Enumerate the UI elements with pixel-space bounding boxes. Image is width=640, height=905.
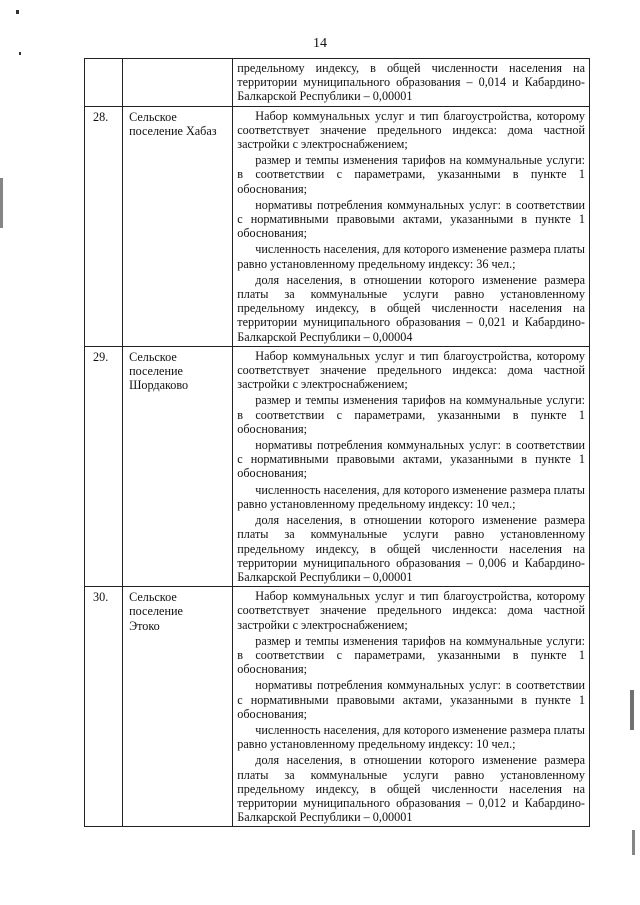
- table-row: [85, 59, 590, 107]
- description-paragraph: Набор коммунальных услуг и тип благоустройства, которому соответствует значение предельного индекса: дома частной застройки с электроснабжением;: [237, 108, 585, 152]
- settlement-name: [123, 59, 233, 107]
- description-cell: [233, 59, 590, 107]
- table-row: [85, 346, 590, 586]
- description-paragraph: доля населения, в отношении которого изменение размера платы за коммунальные услуги равно установленному предельному индексу, в общей численности населения на территории муниципального образования – 0,006 и Кабардино-Балкарской Республики – 0,00001: [237, 513, 585, 584]
- description-paragraph: размер и темпы изменения тарифов на коммунальные услуги: в соответствии с параметрами, указанными в пункте 1 обоснования;: [237, 393, 585, 436]
- scan-mark: [16, 10, 19, 14]
- settlements-table: [84, 58, 590, 827]
- settlement-name-line: поселение: [129, 604, 183, 619]
- description-paragraph: численность населения, для которого изменение размера платы равно установленному предельному индексу: 36 чел.;: [237, 242, 585, 271]
- row-number: 29.: [85, 346, 123, 586]
- description-paragraph: нормативы потребления коммунальных услуг: в соответствии с нормативными правовыми актами, указанными в пункте 1 обоснования;: [237, 438, 585, 481]
- description-cell: [233, 106, 590, 346]
- row-number: 30.: [85, 587, 123, 827]
- scan-mark: [19, 52, 21, 55]
- table-body: [85, 59, 590, 827]
- scan-mark: [0, 178, 3, 228]
- table-row: [85, 587, 590, 827]
- description-cell: [233, 346, 590, 586]
- scan-mark: [632, 830, 635, 855]
- settlement-name: [123, 346, 233, 586]
- description-paragraph: численность населения, для которого изменение размера платы равно установленному предельному индексу: 10 чел.;: [237, 482, 585, 511]
- settlement-name-line: поселение Хабаз: [129, 123, 217, 138]
- description-paragraph: Набор коммунальных услуг и тип благоустройства, которому соответствует значение предельного индекса: дома частной застройки с электроснабжением;: [237, 589, 585, 632]
- page-number: 14: [313, 36, 327, 51]
- row-number: 28.: [85, 106, 123, 346]
- settlement-name: [123, 587, 233, 827]
- description-cell: [233, 587, 590, 827]
- row-number: [85, 59, 123, 107]
- description-paragraph: Набор коммунальных услуг и тип благоустройства, которому соответствует значение предельного индекса: дома частной застройки с электроснабжением;: [237, 348, 585, 392]
- settlement-name-line: Сельское: [129, 590, 177, 605]
- settlement-name-line: поселение: [129, 364, 183, 379]
- description-paragraph: размер и темпы изменения тарифов на коммунальные услуги: в соответствии с параметрами, указанными в пункте 1 обоснования;: [237, 153, 585, 196]
- settlement-name-line: Этоко: [129, 618, 160, 633]
- settlement-name-line: Шордаково: [129, 378, 189, 393]
- table-row: [85, 106, 590, 346]
- description-paragraph: численность населения, для которого изменение размера платы равно установленному предельному индексу: 10 чел.;: [237, 722, 585, 752]
- settlement-name-line: Сельское: [129, 349, 177, 364]
- description-paragraph: доля населения, в отношении которого изменение размера платы за коммунальные услуги равно установленному предельному индексу, в общей численности населения на территории муниципального образования – 0,012 и Кабардино-Балкарской Республики – 0,00001: [237, 753, 585, 825]
- description-paragraph: нормативы потребления коммунальных услуг: в соответствии с нормативными правовыми актами, указанными в пункте 1 обоснования;: [237, 678, 585, 721]
- description-paragraph: доля населения, в отношении которого изменение размера платы за коммунальные услуги равно установленному предельному индексу, в общей численности населения на территории муниципального образования – 0,021 и Кабардино-Балкарской Республики – 0,00004: [237, 272, 585, 344]
- description-paragraph: нормативы потребления коммунальных услуг: в соответствии с нормативными правовыми актами, указанными в пункте 1 обоснования;: [237, 197, 585, 241]
- description-paragraph: размер и темпы изменения тарифов на коммунальные услуги: в соответствии с параметрами, указанными в пункте 1 обоснования;: [237, 633, 585, 677]
- settlement-name-line: Сельское: [129, 109, 177, 124]
- scan-mark: [630, 690, 634, 730]
- description-paragraph: предельному индексу, в общей численности населения на территории муниципального образования – 0,014 и Кабардино-Балкарской Республики – 0,00001: [237, 61, 585, 104]
- settlement-name: [123, 106, 233, 346]
